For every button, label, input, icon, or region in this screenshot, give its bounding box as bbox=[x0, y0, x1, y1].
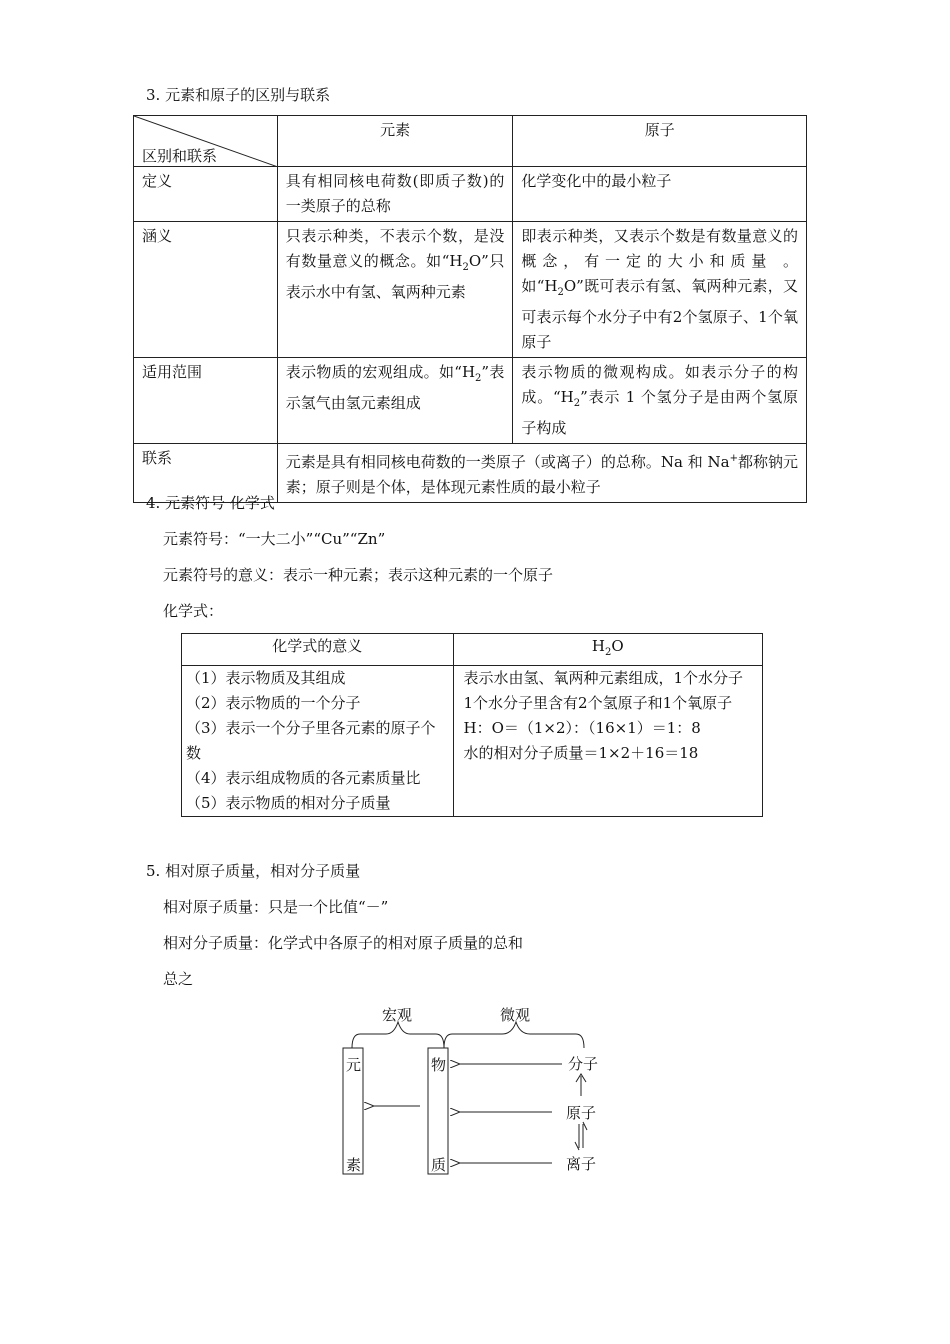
element-top-char: 元 bbox=[346, 1056, 362, 1074]
definition-atom: 化学变化中的最小粒子 bbox=[513, 167, 807, 222]
header-element: 元素 bbox=[277, 116, 513, 167]
meaning-list bbox=[182, 666, 454, 817]
row-label: 定义 bbox=[134, 167, 278, 222]
list-item: （1）表示物质及其组成 bbox=[186, 669, 346, 687]
formula-label: 化学式： bbox=[163, 602, 224, 620]
row-label: 涵义 bbox=[134, 222, 278, 358]
section-5-title: 5. 相对原子质量，相对分子质量 bbox=[146, 862, 361, 880]
relative-atomic-mass-line: 相对原子质量：只是一个比值“－” bbox=[163, 898, 389, 916]
list-item: 表示水由氢、氧两种元素组成，1个水分子 bbox=[463, 669, 744, 687]
formula-table bbox=[181, 633, 763, 817]
symbol-meaning-line: 元素符号的意义：表示一种元素；表示这种元素的一个原子 bbox=[163, 566, 554, 584]
macro-brace bbox=[352, 1022, 444, 1048]
micro-label: 微观 bbox=[500, 1006, 531, 1024]
corner-cell bbox=[134, 116, 278, 167]
list-item: （2）表示物质的一个分子 bbox=[186, 694, 361, 712]
element-atom-table bbox=[133, 115, 807, 503]
list-item: （5）表示物质的相对分子质量 bbox=[186, 794, 391, 812]
list-item: H：O＝（1×2）：（16×1）＝1：8 bbox=[463, 719, 701, 737]
corner-label: 区别和联系 bbox=[142, 147, 218, 165]
section-4-title: 4. 元素符号 化学式 bbox=[146, 494, 275, 512]
list-item: （4）表示组成物质的各元素质量比 bbox=[186, 769, 421, 787]
header-meaning: 化学式的意义 bbox=[182, 634, 454, 666]
section-3-title: 3. 元素和原子的区别与联系 bbox=[146, 86, 331, 104]
meaning-atom: 即表示种类，又表示个数是有数量意义的概念，有一定的大小和质量 。如“$H_2O$”既可表示有氢、氧两种元素，又可表示每个水分子中有2个氢原子、1个氧原子 bbox=[513, 222, 807, 358]
scope-element: 表示物质的宏观组成。如“$H_2$”表示氢气由氢元素组成 bbox=[277, 358, 513, 444]
relation-text: 元素是具有相同核电荷数的一类原子（或离子）的总称。Na 和 Na+都称钠元素；原子则是个体，是体现元素性质的最小粒子 bbox=[277, 444, 806, 503]
row-label: 适用范围 bbox=[134, 358, 278, 444]
element-bottom-char: 素 bbox=[346, 1156, 362, 1174]
header-h2o: $H_2O$ bbox=[453, 634, 763, 666]
definition-element: 具有相同核电荷数(即质子数)的一类原子的总称 bbox=[277, 167, 513, 222]
symbol-line: 元素符号：“一大二小”“Cu”“Zn” bbox=[163, 530, 386, 548]
list-item: （3）表示一个分子里各元素的原子个数 bbox=[186, 719, 436, 762]
macro-label: 宏观 bbox=[382, 1006, 413, 1024]
relative-molecular-mass-line: 相对分子质量：化学式中各原子的相对原子质量的总和 bbox=[163, 934, 524, 952]
molecule-label: 分子 bbox=[568, 1055, 599, 1073]
scope-atom: 表示物质的微观构成。如表示分子的构成。“$H_2$”表示 1 个氢分子是由两个氢原子构成 bbox=[513, 358, 807, 444]
micro-brace bbox=[444, 1022, 584, 1048]
h2o-list bbox=[453, 666, 763, 817]
ion-label: 离子 bbox=[566, 1155, 597, 1173]
meaning-element: 只表示种类，不表示个数，是没有数量意义的概念。如“$H_2O$”只表示水中有氢、氧两种元素 bbox=[277, 222, 513, 358]
list-item: 水的相对分子质量＝1×2＋16＝18 bbox=[463, 744, 699, 762]
header-atom: 原子 bbox=[513, 116, 807, 167]
row-label: 联系 bbox=[134, 444, 278, 503]
list-item: 1个水分子里含有2个氢原子和1个氧原子 bbox=[463, 694, 733, 712]
matter-composition-diagram bbox=[330, 1000, 620, 1190]
atom-label: 原子 bbox=[566, 1104, 597, 1122]
matter-bottom-char: 质 bbox=[431, 1156, 447, 1174]
summary-label: 总之 bbox=[163, 970, 194, 988]
matter-top-char: 物 bbox=[431, 1056, 447, 1074]
